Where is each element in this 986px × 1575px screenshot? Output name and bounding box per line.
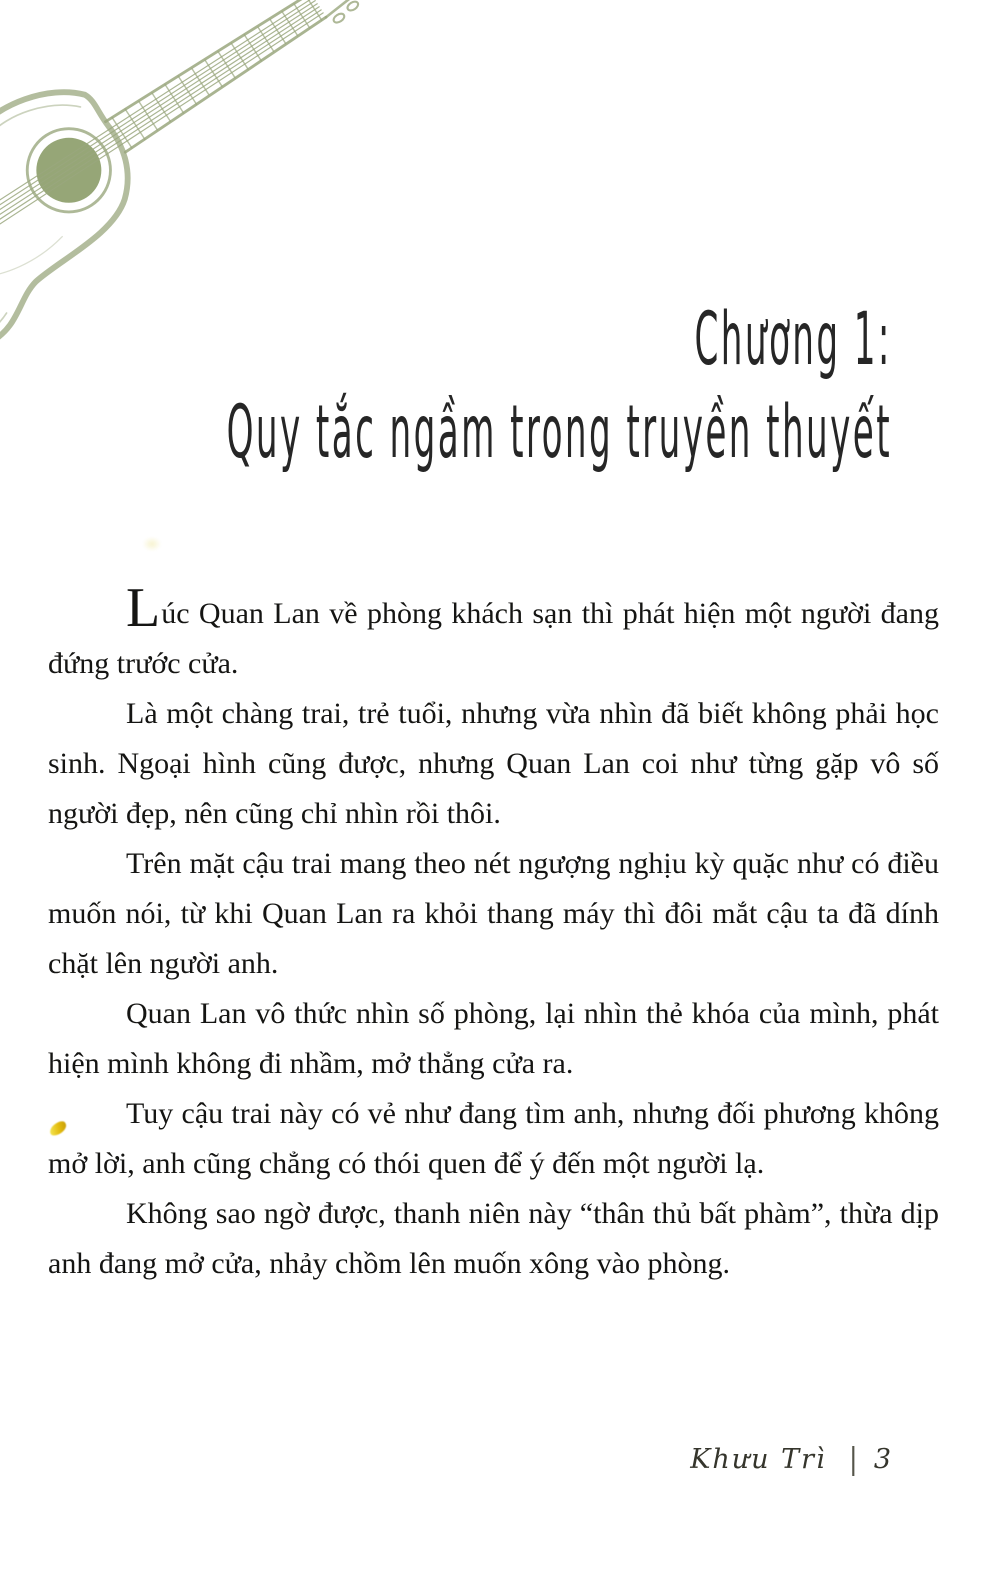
paragraph-4: Quan Lan vô thức nhìn số phòng, lại nhìn thẻ khóa của mình, phát hiện mình không đi nhầm, mở thẳng cửa ra. [48,997,939,1080]
body-text [48,577,939,1289]
page-footer [690,1444,892,1475]
paragraph-1 [48,577,939,689]
paragraph-1-text: úc Quan Lan về phòng khách sạn thì phát hiện một người đang đứng trước cửa. [48,597,939,680]
drop-cap: L [126,577,162,639]
chapter-name [0,390,892,498]
chapter-number-text: Chương 1: [694,297,892,382]
paragraph-5: Tuy cậu trai này có vẻ như đang tìm anh, nhưng đối phương không mở lời, anh cũng chẳng có thói quen để ý đến một người lạ. [48,1097,939,1180]
paragraph-3: Trên mặt cậu trai mang theo nét ngượng nghịu kỳ quặc như có điều muốn nói, từ khi Quan Lan ra khỏi thang máy thì đôi mắt cậu ta đã dính chặt lên người anh. [48,847,939,980]
author-name: Khưu Trì [690,1444,827,1475]
chapter-name-text: Quy tắc ngầm trong truyền thuyết [226,390,892,475]
paper-smudge [143,537,161,551]
footer-separator: | [848,1442,858,1477]
page-number: 3 [873,1444,892,1475]
paragraph-2: Là một chàng trai, trẻ tuổi, nhưng vừa nhìn đã biết không phải học sinh. Ngoại hình cũng được, nhưng Quan Lan coi như từng gặp vô số người đẹp, nên cũng chỉ nhìn rồi thôi. [48,697,939,830]
chapter-title [0,297,892,498]
paragraph-6: Không sao ngờ được, thanh niên này “thân thủ bất phàm”, thừa dịp anh đang mở cửa, nhảy chồm lên muốn xông vào phòng. [48,1197,939,1280]
